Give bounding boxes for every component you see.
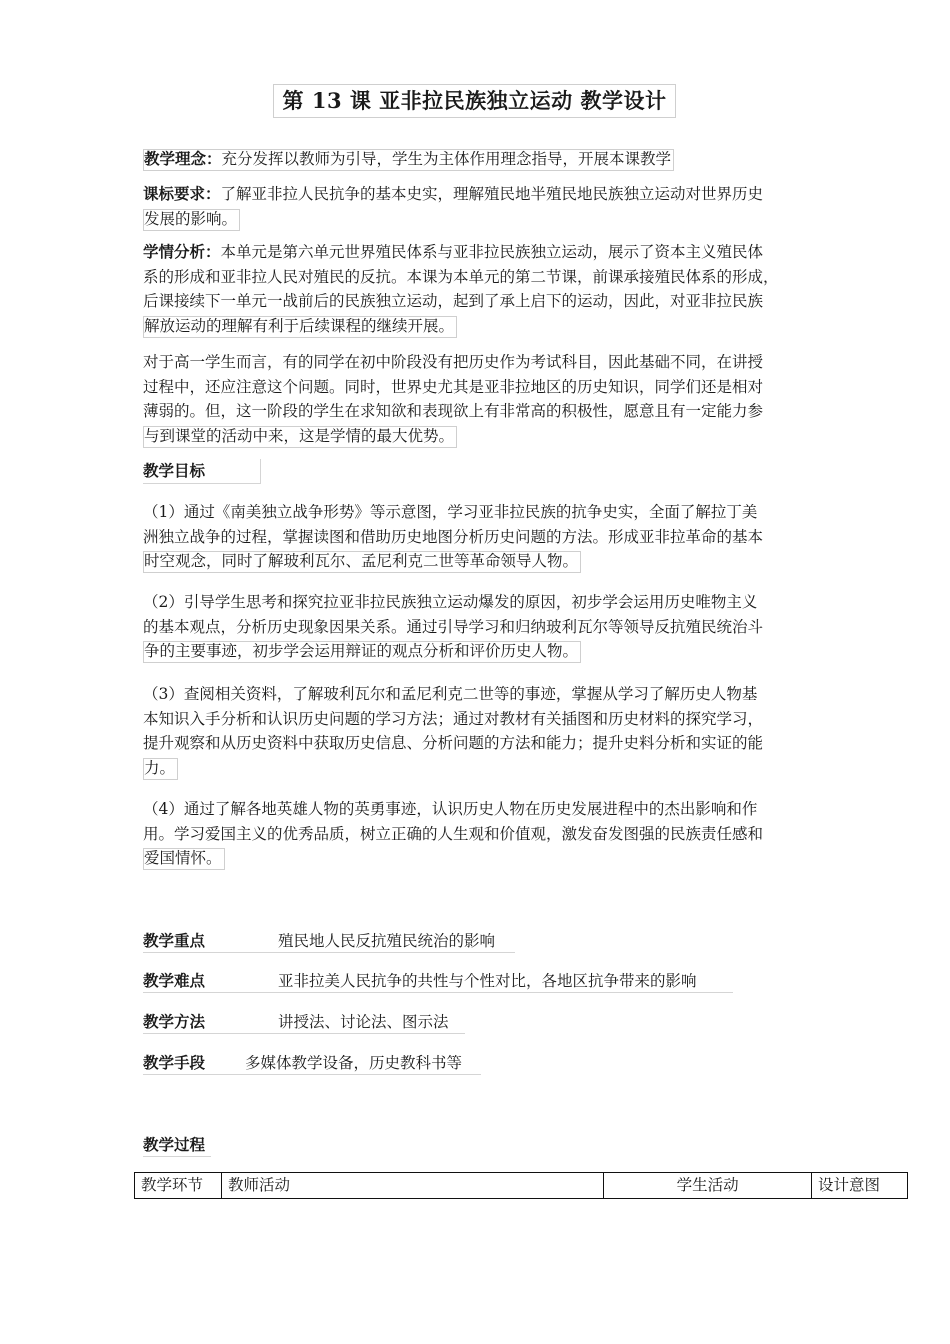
goal-line: （3）查阅相关资料，了解玻利瓦尔和孟尼利克二世等的事迹，掌握从学习了解历史人物基 bbox=[143, 685, 758, 703]
goal-line: （1）通过《南美独立战争形势》等示意图，学习亚非拉民族的抗争史实，全面了解拉丁美 bbox=[143, 503, 758, 521]
goal-3-paragraph bbox=[143, 682, 809, 780]
standard-line bbox=[143, 207, 809, 232]
goal-line: 本知识入手分析和认识历史问题的学习方法；通过对教材有关插图和历史材料的探究学习， bbox=[143, 709, 764, 728]
standard-label: 课标要求： bbox=[143, 184, 221, 203]
goal-2-text-3: 争的主要事迹，初步学会运用辩证的观点分析和评价历史人物。 bbox=[143, 641, 581, 663]
goal-line bbox=[143, 846, 809, 871]
analysis-text-4: 解放运动的理解有利于后续课程的继续开展。 bbox=[143, 316, 457, 338]
students-line bbox=[143, 424, 809, 449]
means-underline bbox=[143, 1074, 481, 1075]
process-header-teacher: 教师活动 bbox=[221, 1173, 603, 1199]
goal-line bbox=[143, 639, 809, 664]
difficulties-row bbox=[143, 969, 733, 993]
analysis-line: 系的形成和亚非拉人民对殖民的反抗。本课为本单元的第二节课，前课承接殖民体系的形成， bbox=[143, 267, 779, 286]
process-heading-row bbox=[143, 1133, 211, 1157]
process-table bbox=[134, 1172, 908, 1199]
analysis-paragraph bbox=[143, 240, 809, 338]
standard-paragraph bbox=[143, 182, 809, 231]
goal-line: （2）引导学生思考和探究拉亚非拉民族独立运动爆发的原因，初步学会运用历史唯物主义 bbox=[143, 593, 758, 611]
methods-underline bbox=[143, 1033, 465, 1034]
analysis-line: 后课接续下一单元一战前后的民族独立运动，起到了承上启下的运动，因此，对亚非拉民族 bbox=[143, 292, 764, 310]
goal-line bbox=[143, 549, 809, 574]
students-line: 过程中，还应注意这个问题。同时，世界史尤其是亚非拉地区的历史知识，同学们还是相对 bbox=[143, 377, 764, 396]
analysis-line bbox=[143, 314, 809, 339]
goal-3-text-4: 力。 bbox=[143, 758, 178, 780]
analysis-line bbox=[143, 240, 809, 265]
concept-text: 充分发挥以教师为引导，学生为主体作用理念指导，开展本课教学 bbox=[221, 150, 672, 168]
difficulties-value: 亚非拉美人民抗争的共性与个性对比，各地区抗争带来的影响 bbox=[278, 972, 697, 990]
analysis-label: 学情分析： bbox=[143, 242, 221, 261]
key-points-row bbox=[143, 929, 515, 953]
goal-line: 提升观察和从历史资料中获取历史信息、分析问题的方法和能力；提升史料分析和实证的能 bbox=[143, 734, 764, 752]
means-row bbox=[143, 1051, 481, 1075]
means-label: 教学手段 bbox=[143, 1053, 206, 1072]
process-header-intent: 设计意图 bbox=[812, 1173, 908, 1199]
methods-label: 教学方法 bbox=[143, 1012, 206, 1031]
process-heading-underline bbox=[143, 1156, 211, 1157]
goal-line: 的基本观点，分析历史现象因果关系。通过引导学习和归纳玻利瓦尔等领导反抗殖民统治斗 bbox=[143, 617, 764, 636]
concept-label: 教学理念： bbox=[144, 149, 222, 168]
goal-1-text-3: 时空观念，同时了解玻利瓦尔、孟尼利克二世等革命领导人物。 bbox=[143, 551, 581, 573]
concept-line bbox=[143, 149, 674, 171]
students-text-4: 与到课堂的活动中来，这是学情的最大优势。 bbox=[143, 426, 457, 448]
difficulties-label: 教学难点 bbox=[143, 971, 206, 990]
goals-heading-row bbox=[143, 459, 261, 484]
means-value: 多媒体教学设备，历史教科书等 bbox=[245, 1054, 463, 1072]
goal-line: （4）通过了解各地英雄人物的英勇事迹，认识历史人物在历史发展进程中的杰出影响和作 bbox=[143, 800, 758, 818]
goal-4-text-3: 爱国情怀。 bbox=[143, 848, 225, 870]
students-line: 对于高一学生而言，有的同学在初中阶段没有把历史作为考试科目，因此基础不同，在讲授 bbox=[143, 353, 764, 371]
goal-1-paragraph bbox=[143, 500, 809, 574]
methods-value: 讲授法、讨论法、图示法 bbox=[278, 1013, 449, 1031]
methods-row bbox=[143, 1010, 465, 1034]
students-line: 薄弱的。但，这一阶段的学生在求知欲和表现欲上有非常高的积极性，愿意且有一定能力参 bbox=[143, 402, 764, 420]
key-points-underline bbox=[143, 952, 515, 953]
goal-4-paragraph bbox=[143, 797, 809, 871]
difficulties-underline bbox=[143, 992, 733, 993]
students-paragraph bbox=[143, 350, 809, 448]
process-header-student: 学生活动 bbox=[604, 1173, 812, 1199]
document-title: 第 13 课 亚非拉民族独立运动 教学设计 bbox=[273, 84, 676, 118]
standard-text-2: 发展的影响。 bbox=[143, 209, 240, 231]
goals-heading: 教学目标 bbox=[143, 461, 206, 480]
goal-line: 用。学习爱国主义的优秀品质，树立正确的人生观和价值观，激发奋发图强的民族责任感和 bbox=[143, 824, 764, 843]
goal-line bbox=[143, 756, 809, 781]
key-points-label: 教学重点 bbox=[143, 931, 206, 950]
standard-line bbox=[143, 182, 809, 207]
process-header-stage: 教学环节 bbox=[135, 1173, 222, 1199]
analysis-text-1: 本单元是第六单元世界殖民体系与亚非拉民族独立运动，展示了资本主义殖民体 bbox=[220, 243, 764, 261]
standard-text-1: 了解亚非拉人民抗争的基本史实，理解殖民地半殖民地民族独立运动对世界历史 bbox=[220, 185, 764, 203]
key-points-value: 殖民地人民反抗殖民统治的影响 bbox=[278, 932, 496, 950]
goal-line: 洲独立战争的过程，掌握读图和借助历史地图分析历史问题的方法。形成亚非拉革命的基本 bbox=[143, 527, 764, 546]
process-table-header-row bbox=[135, 1173, 908, 1199]
goal-2-paragraph bbox=[143, 590, 809, 664]
process-heading: 教学过程 bbox=[143, 1135, 206, 1154]
concept-paragraph bbox=[143, 147, 809, 172]
